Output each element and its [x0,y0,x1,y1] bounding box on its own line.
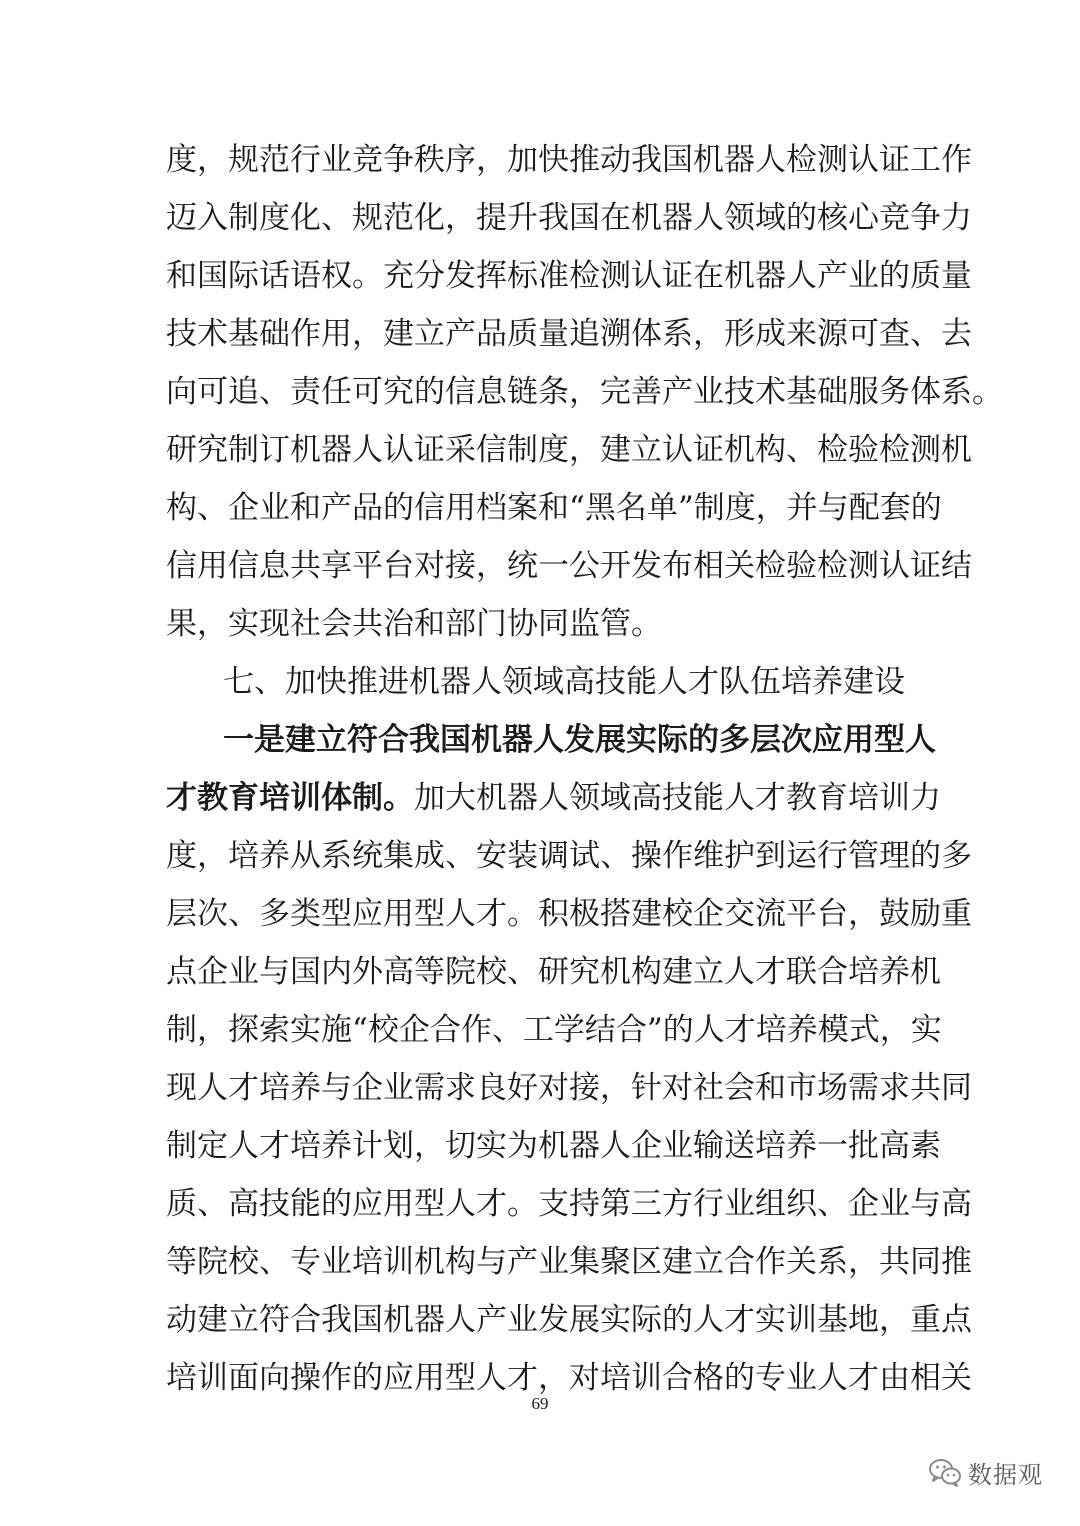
text-line: 度，培养从系统集成、安装调试、操作维护到运行管理的多 [166,838,972,874]
bold-lead-text: 一是建立符合我国机器人发展实际的多层次应用型人 [223,722,936,758]
text-line: 层次、多类型应用型人才。积极搭建校企交流平台，鼓励重 [166,896,972,932]
watermark [928,1455,1043,1489]
text-line: 点企业与国内外高等院校、研究机构建立人才联合培养机 [166,954,941,990]
bold-lead-text: 才教育培训体制。 [166,780,414,816]
page-number: 69 [531,1394,549,1413]
text-line: 培训面向操作的应用型人才，对培训合格的专业人才由相关 [166,1360,972,1396]
text-line-bold-lead [223,710,936,770]
text-line: 现人才培养与企业需求良好对接，针对社会和市场需求共同 [166,1070,972,1106]
wechat-icon [928,1455,962,1489]
text-line: 果，实现社会共治和部门协同监管。 [166,606,662,642]
text-line: 向可追、责任可究的信息链条，完善产业技术基础服务体系。 [166,374,1003,410]
watermark-text: 数据观 [968,1460,1043,1489]
text-line: 度，规范行业竞争秩序，加快推动我国机器人检测认证工作 [166,142,972,178]
section-heading: 七、加快推进机器人领域高技能人才队伍培养建设 [223,664,905,700]
text-line: 技术基础作用，建立产品质量追溯体系，形成来源可查、去 [166,316,972,352]
text-line: 制，探索实施“校企合作、工学结合”的人才培养模式，实 [166,1012,942,1048]
text-line: 制定人才培养计划，切实为机器人企业输送培养一批高素 [166,1128,941,1164]
text-line: 信用信息共享平台对接，统一公开发布相关检验检测认证结 [166,548,972,584]
text-line: 等院校、专业培训机构与产业集聚区建立合作关系，共同推 [166,1244,972,1280]
text-line: 迈入制度化、规范化，提升我国在机器人领域的核心竞争力 [166,200,972,236]
text-line: 动建立符合我国机器人产业发展实际的人才实训基地，重点 [166,1302,972,1338]
text-line: 质、高技能的应用型人才。支持第三方行业组织、企业与高 [166,1186,972,1222]
text-line [166,768,941,828]
text-line: 研究制订机器人认证采信制度，建立认证机构、检验检测机 [166,432,972,468]
text-span: 加大机器人领域高技能人才教育培训力 [414,780,941,816]
text-line: 和国际话语权。充分发挥标准检测认证在机器人产业的质量 [166,258,972,294]
text-line: 构、企业和产品的信用档案和“黑名单”制度，并与配套的 [166,490,942,526]
